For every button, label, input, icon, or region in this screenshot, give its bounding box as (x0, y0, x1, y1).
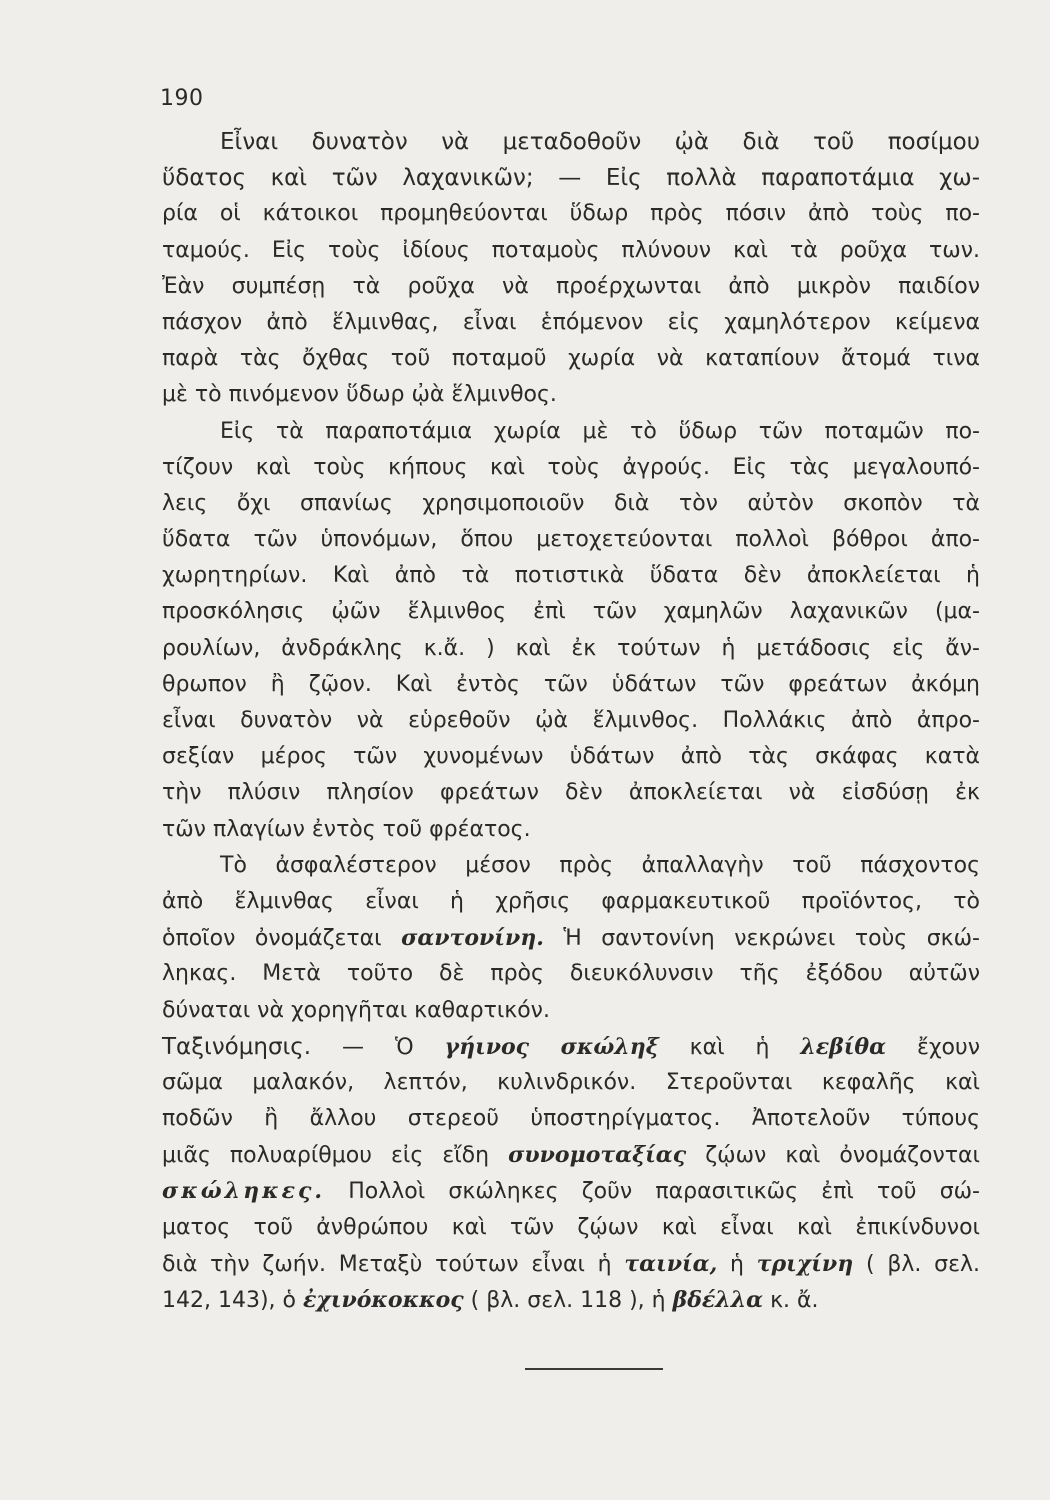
term-worms: σκώληκες. (162, 1178, 325, 1205)
text-line (162, 1282, 980, 1318)
text-line: ρουλίων, ἀνδράκλης κ.ἄ. ) καὶ ἐκ τούτων ἡ μετάδοσις εἰς ἄν- (162, 635, 980, 661)
text-line: Εἶναι δυνατὸν νὰ μεταδοθοῦν ᾠὰ διὰ τοῦ ποσίμου (220, 129, 980, 155)
text-line: ρία οἱ κάτοικοι προμηθεύονται ὕδωρ πρὸς πόσιν ἀπὸ τοὺς πο- (162, 201, 980, 227)
body-text (162, 124, 980, 1318)
text-line: δύναται νὰ χορηγῆται καθαρτικόν. (162, 997, 550, 1023)
text-line (162, 1029, 980, 1065)
text-line (162, 1246, 980, 1282)
text-line: τίζουν καὶ τοὺς κήπους καὶ τοὺς ἀγρούς. Εἰς τὰς μεγαλουπό- (162, 454, 980, 480)
text-line: πάσχον ἀπὸ ἕλμινθας, εἶναι ἑπόμενον εἰς χαμηλότερον κείμενα (162, 309, 980, 335)
text-line: παρὰ τὰς ὄχθας τοῦ ποταμοῦ χωρία νὰ καταπίουν ἄτομά τινα (162, 346, 980, 372)
text-line (162, 920, 980, 956)
text-line: χωρητηρίων. Καὶ ἀπὸ τὰ ποτιστικὰ ὕδατα δὲν ἀποκλείεται ἡ (162, 563, 980, 589)
text-line: τὴν πλύσιν πλησίον φρεάτων δὲν ἀποκλείεται νὰ εἰσδύσῃ ἐκ (162, 780, 980, 806)
text-line: εἶναι δυνατὸν νὰ εὑρεθοῦν ᾠὰ ἕλμινθος. Πολλάκις ἀπὸ ἀπρο- (162, 708, 980, 733)
term-santonine: σαντονίνη. (401, 925, 544, 952)
text-segment: διὰ τὴν ζωήν. Μεταξὺ τούτων εἶναι ἡ (162, 1251, 612, 1277)
text-line: τῶν πλαγίων ἐντὸς τοῦ φρέατος. (162, 816, 531, 842)
text-segment: ( βλ. σελ. (865, 1251, 980, 1277)
text-segment: ἔχουν (916, 1034, 981, 1060)
text-line: θρωπον ἢ ζῷον. Καὶ ἐντὸς τῶν ὑδάτων τῶν φρεάτων ἀκόμη (162, 671, 980, 697)
term-tapeworm: ταινία, (624, 1250, 718, 1277)
term-phylum: συνομοταξίας (508, 1142, 687, 1169)
text-segment: ἡ (730, 1251, 744, 1277)
text-line: ὕδατα τῶν ὑπονόμων, ὅπου μετοχετεύονται πολλοὶ βόθροι ἀπο- (162, 527, 980, 553)
term-echinococcus: ἐχινόκοκκος (303, 1287, 464, 1313)
text-line (162, 1137, 980, 1173)
term-leech: βδέλλα (672, 1287, 764, 1313)
text-segment: ζῴων καὶ ὀνομάζονται (705, 1143, 980, 1169)
text-segment: Πολλοὶ σκώληκες ζοῦν παρασιτικῶς ἐπὶ τοῦ σώ- (348, 1179, 980, 1205)
section-heading: Ταξινόμησις. (162, 1033, 312, 1060)
text-segment: μιᾶς πολυαρίθμου εἰς εἴδη (162, 1143, 490, 1169)
text-line: ὕδατος καὶ τῶν λαχανικῶν; — Εἰς πολλὰ παραποτάμια χω- (162, 165, 980, 192)
text-segment: ( βλ. σελ. 118 ), ἡ (470, 1288, 666, 1313)
text-line: σῶμα μαλακόν, λεπτόν, κυλινδρικόν. Στεροῦνται κεφαλῆς καὶ (162, 1069, 980, 1095)
text-segment: κ. ἄ. (770, 1288, 819, 1313)
text-segment: Ἡ σαντονίνη νεκρώνει τοὺς σκώ- (563, 926, 980, 952)
text-line: λεις ὄχι σπανίως χρησιμοποιοῦν διὰ τὸν αὐτὸν σκοπὸν τὰ (162, 490, 980, 516)
end-rule (525, 1368, 663, 1370)
text-line: σεξίαν μέρος τῶν χυνομένων ὑδάτων ἀπὸ τὰς σκάφας κατὰ (162, 744, 980, 770)
text-segment: — Ὁ (342, 1034, 414, 1060)
text-line: ἀπὸ ἕλμινθας εἶναι ἡ χρῆσις φαρμακευτικοῦ προϊόντος, τὸ (162, 888, 980, 914)
text-segment: καὶ ἡ (689, 1034, 770, 1060)
text-line: ποδῶν ἢ ἄλλου στερεοῦ ὑποστηρίγματος. Ἀποτελοῦν τύπους (162, 1106, 980, 1132)
text-line: ληκας. Μετὰ τοῦτο δὲ πρὸς διευκόλυνσιν τῆς ἐξόδου αὐτῶν (162, 961, 980, 987)
text-line: Εἰς τὰ παραποτάμια χωρία μὲ τὸ ὕδωρ τῶν ποταμῶν πο- (220, 418, 980, 444)
term-earthworm: γήινος σκώληξ (444, 1033, 659, 1060)
text-line: προσκόλησις ᾠῶν ἕλμινθος ἐπὶ τῶν χαμηλῶν λαχανικῶν (μα- (162, 599, 980, 625)
text-line (162, 1173, 980, 1209)
text-line: Τὸ ἀσφαλέστερον μέσον πρὸς ἀπαλλαγὴν τοῦ πάσχοντος (220, 852, 980, 878)
text-line: Ἐὰν συμπέσῃ τὰ ροῦχα νὰ προέρχωνται ἀπὸ μικρὸν παιδίον (162, 273, 980, 299)
term-lebitha: λεβίθα (800, 1033, 887, 1060)
text-line: μὲ τὸ πινόμενον ὕδωρ ᾠὰ ἕλμινθος. (162, 382, 557, 408)
text-line: ματος τοῦ ἀνθρώπου καὶ τῶν ζῴων καὶ εἶναι καὶ ἐπικίνδυνοι (162, 1214, 980, 1240)
page-number: 190 (160, 86, 204, 111)
text-segment: ὁποῖον ὀνομάζεται (162, 926, 382, 952)
text-line: ταμούς. Εἰς τοὺς ἰδίους ποταμοὺς πλύνουν καὶ τὰ ροῦχα των. (162, 237, 980, 263)
term-trichina: τριχίνη (756, 1250, 854, 1277)
text-segment: 142, 143), ὁ (162, 1288, 296, 1313)
